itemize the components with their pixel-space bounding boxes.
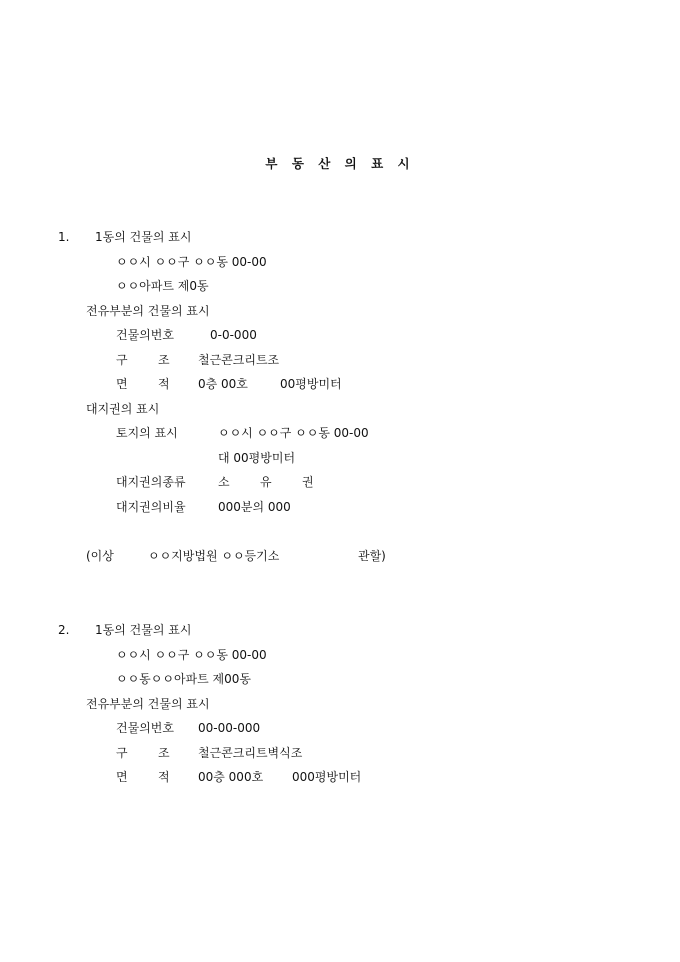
section1-building-no-value: 0-0-000	[210, 328, 257, 342]
section1-number: 1.	[58, 230, 70, 244]
section1-right-type-3: 권	[302, 475, 314, 489]
section2-area-label-1: 면	[116, 770, 128, 784]
section2-building-no-label: 건물의번호	[116, 721, 174, 735]
section1-structure-label-2: 조	[158, 353, 170, 367]
section1-area-floor: 0층 00호	[198, 377, 248, 391]
section1-area-label-1: 면	[116, 377, 128, 391]
section1-apartment: ㅇㅇ아파트 제0동	[116, 279, 209, 293]
section2-structure-value: 철근콘크리트벽식조	[198, 746, 303, 760]
section1-right-ratio-value: 000분의 000	[218, 500, 291, 514]
section2-structure-label-2: 조	[158, 746, 170, 760]
section1-land-right-heading: 대지권의 표시	[86, 402, 160, 416]
section1-area-label-2: 적	[158, 377, 170, 391]
section2-apartment: ㅇㅇ동ㅇㅇ아파트 제00동	[116, 672, 252, 686]
section1-address: ㅇㅇ시 ㅇㅇ구 ㅇㅇ동 00-00	[116, 255, 267, 269]
section1-right-type-1: 소	[218, 475, 230, 489]
section1-closing-2: ㅇㅇ지방법원 ㅇㅇ등기소	[148, 549, 280, 563]
section2-address: ㅇㅇ시 ㅇㅇ구 ㅇㅇ동 00-00	[116, 648, 267, 662]
section1-building-heading: 1동의 건물의 표시	[95, 230, 192, 244]
section1-closing-3: 관할)	[358, 549, 386, 563]
section1-area-value: 00평방미터	[280, 377, 342, 391]
section2-building-heading: 1동의 건물의 표시	[95, 623, 192, 637]
section2-building-no-value: 00-00-000	[198, 721, 261, 735]
section1-land-label: 토지의 표시	[116, 426, 178, 440]
section1-exclusive-heading: 전유부분의 건물의 표시	[86, 304, 210, 318]
section1-right-type-2: 유	[260, 475, 272, 489]
section1-right-ratio-label: 대지권의비율	[116, 500, 186, 514]
section1-land-area: 대 00평방미터	[218, 451, 296, 465]
section2-area-label-2: 적	[158, 770, 170, 784]
section1-structure-label-1: 구	[116, 353, 128, 367]
section2-area-value: 000평방미터	[292, 770, 362, 784]
section2-exclusive-heading: 전유부분의 건물의 표시	[86, 697, 210, 711]
section1-closing-1: (이상	[86, 549, 114, 563]
section1-building-no-label: 건물의번호	[116, 328, 174, 342]
document-title: 부 동 산 의 표 시	[265, 156, 415, 171]
section1-structure-value: 철근콘크리트조	[198, 353, 280, 367]
section2-structure-label-1: 구	[116, 746, 128, 760]
section2-number: 2.	[58, 623, 70, 637]
section2-area-floor: 00층 000호	[198, 770, 264, 784]
section1-land-address: ㅇㅇ시 ㅇㅇ구 ㅇㅇ동 00-00	[218, 426, 369, 440]
section1-right-type-label: 대지권의종류	[116, 475, 186, 489]
